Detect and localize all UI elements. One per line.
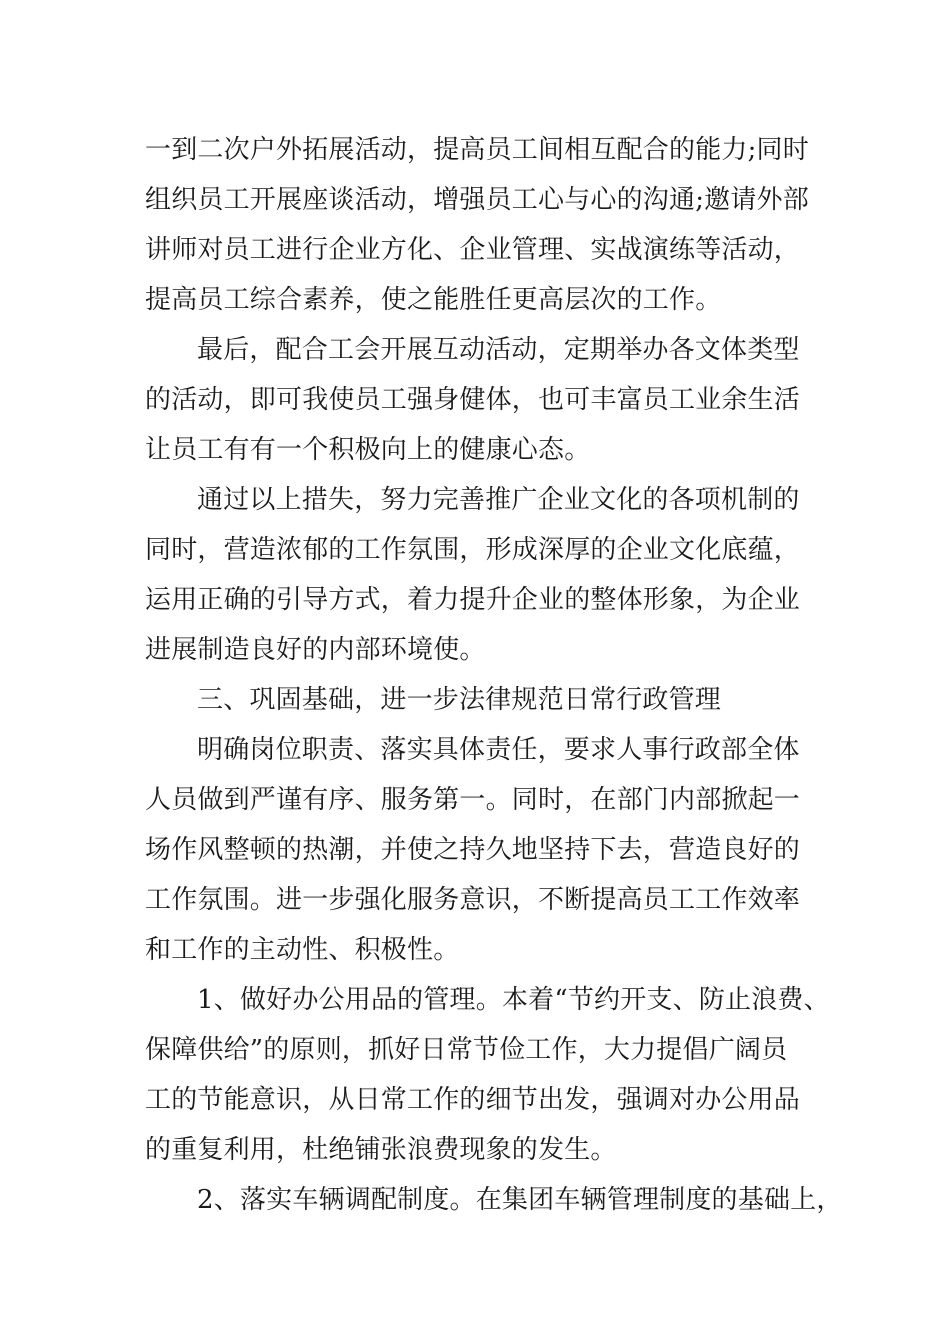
text-line: 讲师对员工进行企业方化、企业管理、实战演练等活动， — [145, 235, 801, 265]
text-line: 场作风整顿的热潮，并使之持久地坚持下去，营造良好的 — [145, 835, 801, 865]
paragraph-first-line: 通过以上措失，努力完善推广企业文化的各项机制的 — [197, 485, 800, 515]
text-line: 进展制造良好的内部环境使。 — [145, 635, 486, 665]
text-line: 运用正确的引导方式，着力提升企业的整体形象，为企业 — [145, 585, 801, 615]
text-line: 的重复利用，杜绝铺张浪费现象的发生。 — [145, 1135, 617, 1165]
paragraph-first-line: 明确岗位职责、落实具体责任，要求人事行政部全体 — [197, 735, 800, 765]
text-line: 和工作的主动性、积极性。 — [145, 935, 460, 965]
text-line: 的活动，即可我使员工强身健体，也可丰富员工业余生活 — [145, 385, 801, 415]
paragraph-first-line: 1、做好办公用品的管理。本着“节约开支、防止浪费、 — [197, 985, 830, 1015]
paragraph-first-line: 最后，配合工会开展互动活动，定期举办各文体类型 — [197, 335, 800, 365]
text-line: 工的节能意识，从日常工作的细节出发，强调对办公用品 — [145, 1085, 801, 1115]
text-line: 一到二次户外拓展活动，提高员工间相互配合的能力;同时 — [145, 135, 809, 165]
text-line: 提高员工综合素养，使之能胜任更高层次的工作。 — [145, 285, 722, 315]
text-line: 工作氛围。进一步强化服务意识，不断提高员工工作效率 — [145, 885, 801, 915]
section-heading: 三、巩固基础，进一步法律规范日常行政管理 — [197, 685, 722, 715]
paragraph-first-line: 2、落实车辆调配制度。在集团车辆管理制度的基础上， — [197, 1185, 843, 1215]
text-line: 同时，营造浓郁的工作氛围，形成深厚的企业文化底蕴， — [145, 535, 801, 565]
text-line: 组织员工开展座谈活动，增强员工心与心的沟通;邀请外部 — [145, 185, 809, 215]
text-line: 人员做到严谨有序、服务第一。同时，在部门内部掀起一 — [145, 785, 801, 815]
text-line: 让员工有有一个积极向上的健康心态。 — [145, 435, 591, 465]
text-line: 保障供给”的原则，抓好日常节俭工作，大力提倡广阔员 — [145, 1035, 788, 1065]
